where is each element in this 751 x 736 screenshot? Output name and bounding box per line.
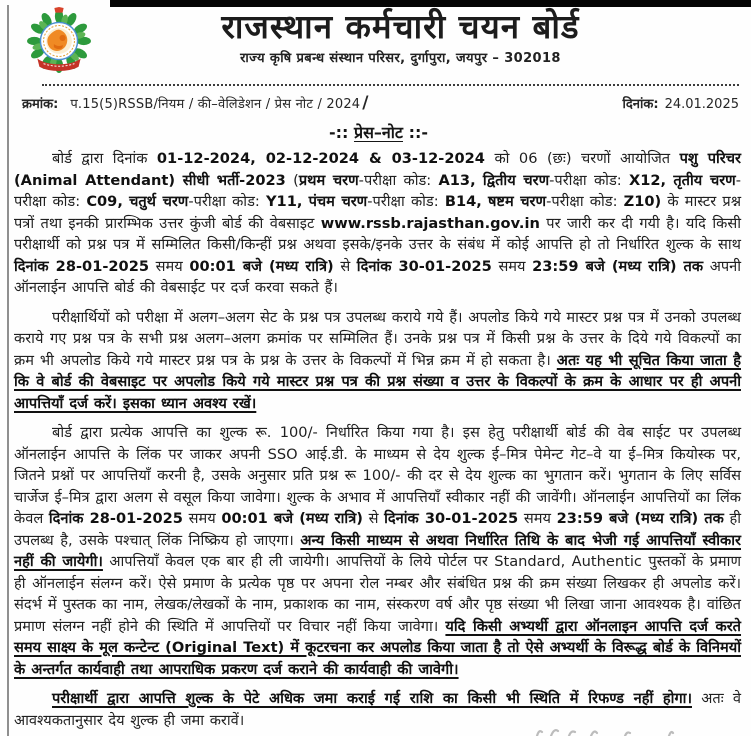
title-text: प्रेस–नोट: [353, 123, 403, 142]
reference-line: [22, 93, 739, 113]
ref-slash-mark: /: [362, 93, 369, 113]
org-address: राज्य कृषि प्रबन्ध संस्थान परिसर, दुर्गापुरा, जयपुर – 302018: [240, 51, 561, 66]
top-border-bar: [110, 0, 751, 7]
title-suffix: ::-: [403, 123, 429, 142]
title-prefix: -::: [328, 123, 354, 142]
board-emblem-logo: [26, 7, 92, 79]
letterhead: [14, 3, 743, 79]
press-note-title: [14, 121, 743, 143]
ref-label: क्रमांक:: [22, 97, 59, 112]
left-edge-line: [7, 5, 9, 736]
paragraph-exam-codes: बोर्ड द्वारा दिनांक 01-12-2024, 02-12-2024 & 03-12-2024 को 06 (छः) चरणों आयोजित पशु परिचर (Animal Attendant) सीधी भर्ती-2023 (प्रथम चरण-परीक्षा कोड: A13, द्वितीय चरण-परीक्षा कोड: X12, तृतीय चरण-परीक्षा कोड: C09, चतुर्थ चरण-परीक्षा कोड: Y11, पंचम चरण-परीक्षा कोड: B14, षष्टम चरण-परीक्षा कोड: Z10) के मास्टर प्रश्न पत्रों तथा इनकी प्रारम्भिक उत्तर कुंजी बोर्ड की वेबसाइट www.rssb.rajasthan.gov.in पर जारी कर दी गयी है। यदि किसी परीक्षार्थी को प्रश्न पत्र में सम्मिलित किसी/किन्हीं प्रश्न अथवा इसके/इनके उत्तर के संबंध में कोई आपत्ति हो तो निर्धारित शुल्क के साथ दिनांक 28-01-2025 समय 00:01 बजे (मध्य रात्रि) से दिनांक 30-01-2025 समय 23:59 बजे (मध्य रात्रि) तक अपनी ऑनलाईन आपत्ति बोर्ड की वेबसाईट पर दर्ज करवा सकते हैं।: [14, 150, 742, 296]
paragraph-no-refund: परीक्षार्थी द्वारा आपत्ति शुल्क के पेटे अधिक जमा कराई गई राशि का किसी भी स्थिति में रिफण्ड नहीं होगा। अतः वे आवश्यकतानुसार देय शुल्क ही जमा करावें।: [14, 690, 742, 729]
date-value: 24.01.2025: [664, 97, 739, 112]
cutoff-signature-marks: [529, 725, 709, 736]
ref-number: प.15(5)RSSB/नियम / की–वेलिडेशन / प्रेस नोट / 2024: [70, 97, 361, 112]
dashed-separator: [42, 84, 739, 86]
paragraph-question-sets: परीक्षार्थियों को परीक्षा में अलग–अलग सेट के प्रश्न पत्र उपलब्ध कराये गये हैं। अपलोड किये गये मास्टर प्रश्न पत्र में उनको उपलब्ध कराये गए प्रश्न पत्र के सभी प्रश्न अलग–अलग क्रमांक पर सम्मिलित हैं। उनके प्रश्न पत्र में किसी प्रश्न के उत्तर के दिये गये विकल्पों का क्रम भी अपलोड किये गये मास्टर प्रश्न पत्र के प्रश्न के उत्तर के विकल्पों में भिन्न क्रम में हो सकता है। अतः यह भी सूचित किया जाता है कि वे बोर्ड की वेबसाइट पर अपलोड किये गये मास्टर प्रश्न पत्र की प्रश्न संख्या व उत्तर के विकल्पों के क्रम के आधार पर ही अपनी आपत्तियाँ दर्ज करें। इसका ध्यान अवश्य रखें।: [14, 308, 741, 412]
date-label: दिनांक:: [622, 97, 659, 112]
rssb-emblem-icon: [26, 7, 92, 75]
paragraph-objection-fee: बोर्ड द्वारा प्रत्येक आपत्ति का शुल्क रू. 100/- निर्धारित किया गया है। इस हेतु परीक्षार्थी बोर्ड की वेब साईट पर उपलब्ध ऑनलाईन आपत्ति के लिंक पर जाकर अपनी SSO आई.डी. के माध्यम से देय शुल्क ई–मित्र पेमेन्ट गेट–वे या ई–मित्र कियोस्क पर, जितने प्रश्नों पर आपत्तियाँ करनी है, उसके अनुसार प्रति प्रश्न रू 100/- की दर से देय शुल्क का भुगतान करें। भुगतान के लिए सर्विस चार्जेज ई–मित्र द्वारा अलग से वसूल किया जावेगा। शुल्क के अभाव में आपत्तियाँ स्वीकार नहीं की जावेंगी। ऑनलाईन आपत्तियों का लिंक केवल दिनांक 28-01-2025 समय 00:01 बजे (मध्य रात्रि) से दिनांक 30-01-2025 समय 23:59 बजे (मध्य रात्रि) तक ही उपलब्ध है, उसके पश्चात् लिंक निष्क्रिय हो जाएगा। अन्य किसी माध्यम से अथवा निर्धारित तिथि के बाद भेजी गई आपत्तियाँ स्वीकार नहीं की जायेगी। आपत्तियाँ केवल एक बार ही ली जायेगी। आपत्तियों के लिये पोर्टल पर Standard, Authentic पुस्तकों के प्रमाण ही ऑनलाईन संलग्न करें। ऐसे प्रमाण के प्रत्येक पृष्ठ पर अपना रोल नम्बर और संबंधित प्रश्न की क्रम संख्या लिखकर ही अपलोड करें। संदर्भ में पुस्तक का नाम, लेखक/लेखकों के नाम, प्रकाशक का नाम, संस्करण वर्ष और पृष्ठ संख्या भी लिखा जाना आवश्यक है। वांछित प्रमाण संलग्न नहीं होने की स्थिति में आपत्तियों पर विचार नहीं किया जावेगा। यदि किसी अभ्यर्थी द्वारा ऑनलाइन आपत्ति दर्ज करते समय साक्ष्य के मूल कन्टेन्ट (Original Text) में कूटरचना कर अपलोड किया जाता है तो ऐसे अभ्यर्थी के विरूद्ध बोर्ड के विनिमयों के अन्तर्गत कार्यवाही तथा आपराधिक प्रकरण दर्ज कराने की कार्यवाही की जावेगी।: [14, 424, 742, 678]
note-body: [14, 148, 743, 731]
org-name: राजस्थान कर्मचारी चयन बोर्ड: [221, 7, 580, 46]
